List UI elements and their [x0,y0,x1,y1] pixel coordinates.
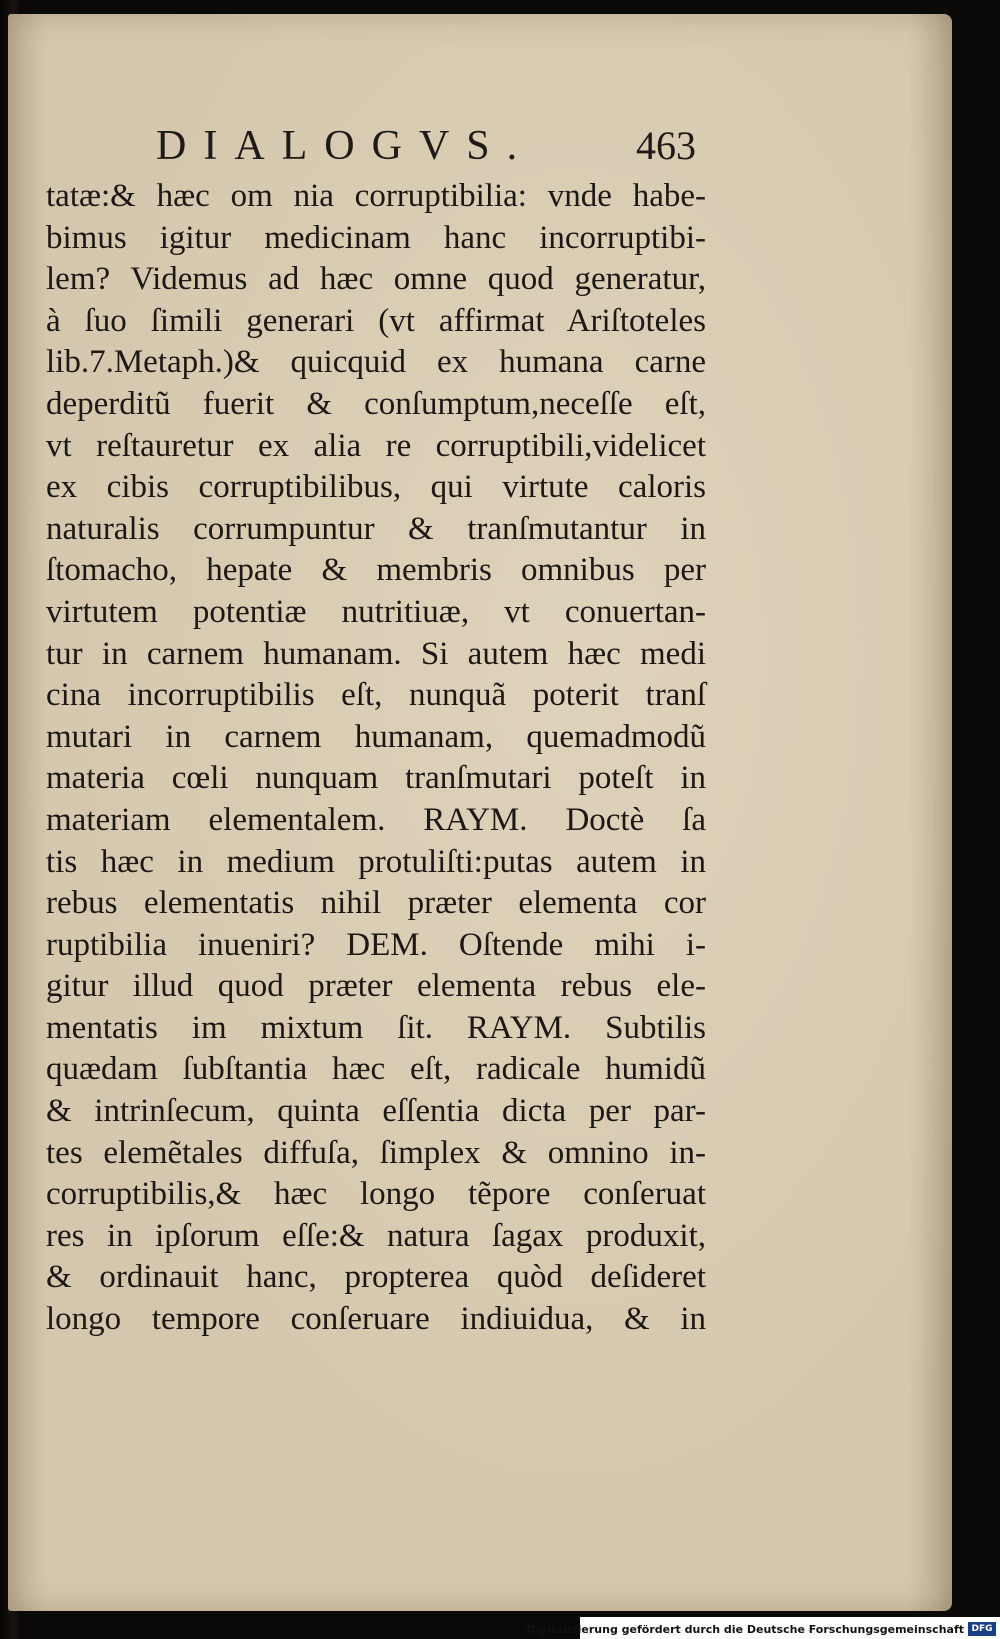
page-number: 463 [636,123,696,168]
text-line: naturalis corrumpuntur & tranſmutantur in [46,510,706,547]
text-line: gitur illud quod præter elementa rebus ele- [46,968,706,1005]
text-line: mentatis im mixtum ſit. RAYM. Subtilis [46,1009,706,1046]
text-line: à ſuo ſimili generari (vt affirmat Ariſtoteles [46,302,706,339]
text-line: lem? Videmus ad hæc omne quod generatur, [46,261,706,298]
text-line: tis hæc in medium protuliſti:putas autem in [46,843,706,880]
book-page [8,14,952,1611]
text-line: tur in carnem humanam. Si autem hæc medi [46,635,706,672]
text-line: rebus elementatis nihil præter elementa cor [46,885,706,922]
body-text [46,176,706,1341]
text-line: vt reſtauretur ex alia re corruptibili,videlicet [46,427,706,464]
text-line: ruptibilia inueniri? DEM. Oſtende mihi i- [46,926,706,963]
text-line: virtutem potentiæ nutritiuæ, vt conuertan- [46,593,706,630]
text-line: materia cœli nunquam tranſmutari poteſt in [46,760,706,797]
page-header [156,118,696,174]
text-line: & ordinauit hanc, propterea quòd deſideret [46,1259,706,1296]
dfg-logo: DFG [968,1622,996,1636]
text-line: tes elemẽtales diffuſa, ſimplex & omnino in- [46,1134,706,1171]
text-line: lib.7.Metaph.)& quicquid ex humana carne [46,344,706,381]
text-line: quædam ſubſtantia hæc eſt, radicale humidũ [46,1051,706,1088]
text-line: materiam elementalem. RAYM. Doctè ſa [46,801,706,838]
text-line: res in ipſorum eſſe:& natura ſagax produxit, [46,1217,706,1254]
running-title: DIALOGVS. [156,123,535,169]
text-line: longo tempore conſeruare indiuidua, & in [46,1301,706,1338]
text-line: mutari in carnem humanam, quemadmodũ [46,718,706,755]
text-line: deperditũ fuerit & conſumptum,neceſſe eſt, [46,385,706,422]
text-line: ex cibis corruptibilibus, qui virtute caloris [46,469,706,506]
text-line: corruptibilis,& hæc longo tẽpore conſeruat [46,1176,706,1213]
digitization-credit: Digitalisierung gefördert durch die Deutsche Forschungsgemeinschaft [526,1623,964,1636]
text-line: bimus igitur medicinam hanc incorruptibi- [46,219,706,256]
text-line: & intrinſecum, quinta eſſentia dicta per par- [46,1093,706,1130]
text-line: cina incorruptibilis eſt, nunquã poterit tranſ [46,677,706,714]
text-line: ſtomacho, hepate & membris omnibus per [46,552,706,589]
text-line: tatæ:& hæc om nia corruptibilia: vnde habe- [46,178,706,214]
